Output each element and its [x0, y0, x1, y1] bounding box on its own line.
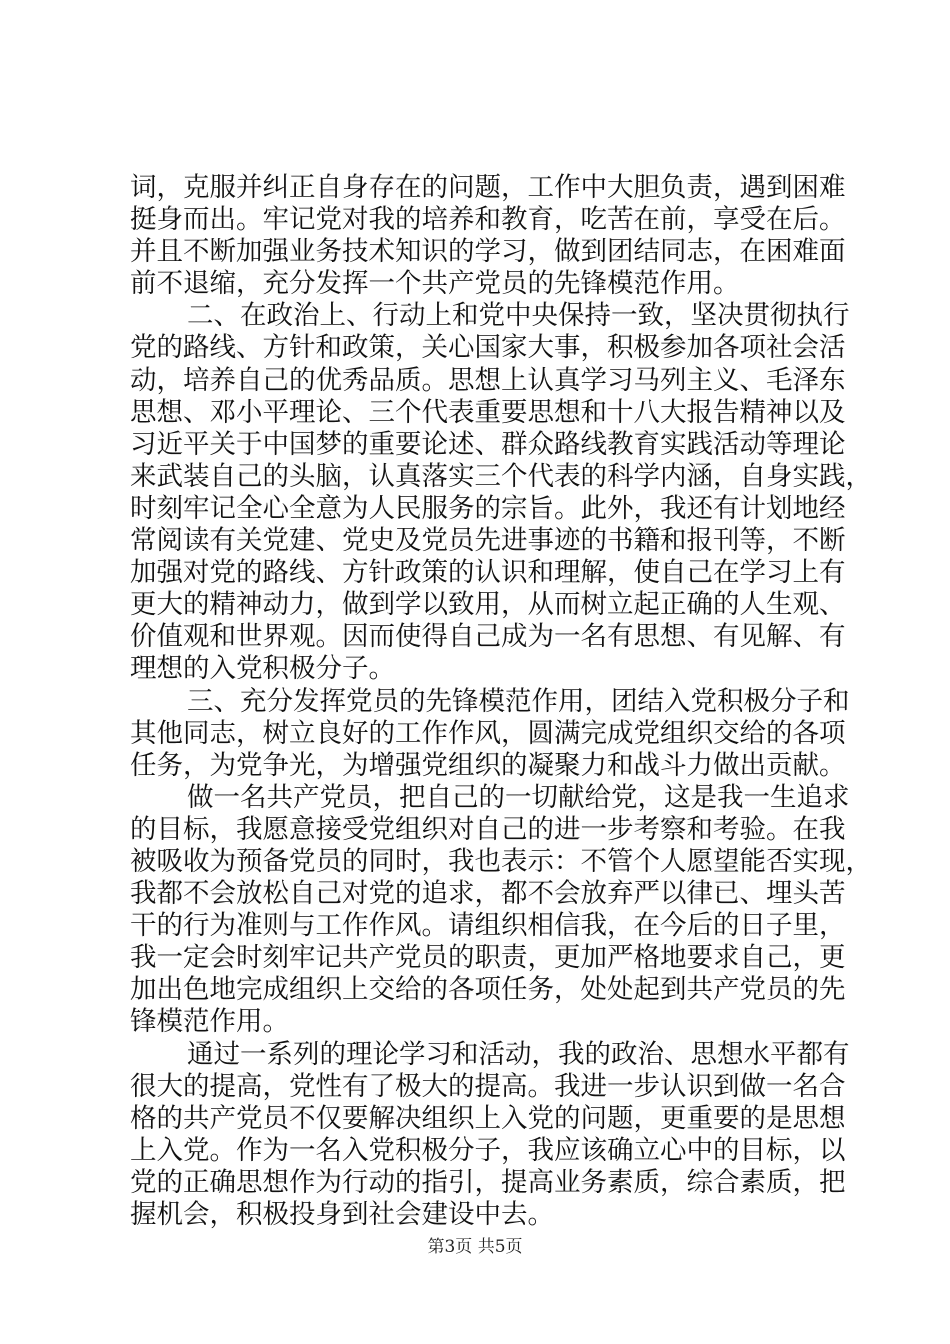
text-line: 干的行为准则与工作作风。请组织相信我，在今后的日子里， — [130, 910, 846, 942]
text-line: 很大的提高，党性有了极大的提高。我进一步认识到做一名合 — [130, 1070, 846, 1102]
text-line: 做一名共产党员，把自己的一切献给党，这是我一生追求 — [187, 781, 850, 813]
text-line: 动，培养自己的优秀品质。思想上认真学习马列主义、毛泽东 — [130, 364, 846, 396]
text-line: 思想、邓小平理论、三个代表重要思想和十八大报告精神以及 — [130, 396, 846, 428]
text-line: 我都不会放松自己对党的追求，都不会放弃严以律已、埋头苦 — [130, 878, 846, 910]
text-line: 任务，为党争光，为增强党组织的凝聚力和战斗力做出贡献。 — [130, 749, 846, 781]
text-line: 并且不断加强业务技术知识的学习，做到团结同志，在困难面 — [130, 236, 846, 268]
text-line: 上入党。作为一名入党积极分子，我应该确立心中的目标，以 — [130, 1134, 846, 1166]
text-line: 挺身而出。牢记党对我的培养和教育，吃苦在前，享受在后。 — [130, 204, 846, 236]
text-line: 加强对党的路线、方针政策的认识和理解，使自己在学习上有 — [130, 557, 846, 589]
document-body — [130, 172, 872, 1231]
text-line: 的目标，我愿意接受党组织对自己的进一步考察和考验。在我 — [130, 813, 846, 845]
text-line: 通过一系列的理论学习和活动，我的政治、思想水平都有 — [187, 1038, 850, 1070]
page-footer: 第3页 共5页 — [427, 1237, 523, 1257]
text-line: 锋模范作用。 — [130, 1006, 289, 1038]
text-line: 格的共产党员不仅要解决组织上入党的问题，更重要的是思想 — [130, 1102, 846, 1134]
text-line: 理想的入党积极分子。 — [130, 653, 395, 685]
text-line: 其他同志，树立良好的工作作风，圆满完成党组织交给的各项 — [130, 717, 846, 749]
text-line: 常阅读有关党建、党史及党员先进事迹的书籍和报刊等，不断 — [130, 525, 846, 557]
text-line: 前不退缩，充分发挥一个共产党员的先锋模范作用。 — [130, 268, 740, 300]
text-line: 被吸收为预备党员的同时，我也表示：不管个人愿望能否实现， — [130, 845, 872, 877]
text-line: 词，克服并纠正自身存在的问题，工作中大胆负责，遇到困难 — [130, 172, 846, 203]
text-line: 我一定会时刻牢记共产党员的职责，更加严格地要求自己，更 — [130, 942, 846, 974]
text-line: 握机会，积极投身到社会建设中去。 — [130, 1199, 554, 1230]
text-line: 二、在政治上、行动上和党中央保持一致，坚决贯彻执行 — [187, 300, 850, 332]
text-line: 来武装自己的头脑，认真落实三个代表的科学内涵，自身实践， — [130, 460, 872, 492]
text-line: 习近平关于中国梦的重要论述、群众路线教育实践活动等理论 — [130, 428, 846, 460]
text-line: 党的正确思想作为行动的指引，提高业务素质，综合素质，把 — [130, 1166, 846, 1198]
text-line: 更大的精神动力，做到学以致用，从而树立起正确的人生观、 — [130, 589, 846, 621]
text-line: 价值观和世界观。因而使得自己成为一名有思想、有见解、有 — [130, 621, 846, 653]
text-line: 时刻牢记全心全意为人民服务的宗旨。此外，我还有计划地经 — [130, 492, 846, 524]
text-line: 三、充分发挥党员的先锋模范作用，团结入党积极分子和 — [187, 685, 850, 717]
text-line: 加出色地完成组织上交给的各项任务，处处起到共产党员的先 — [130, 974, 846, 1006]
text-line: 党的路线、方针和政策，关心国家大事，积极参加各项社会活 — [130, 332, 846, 364]
